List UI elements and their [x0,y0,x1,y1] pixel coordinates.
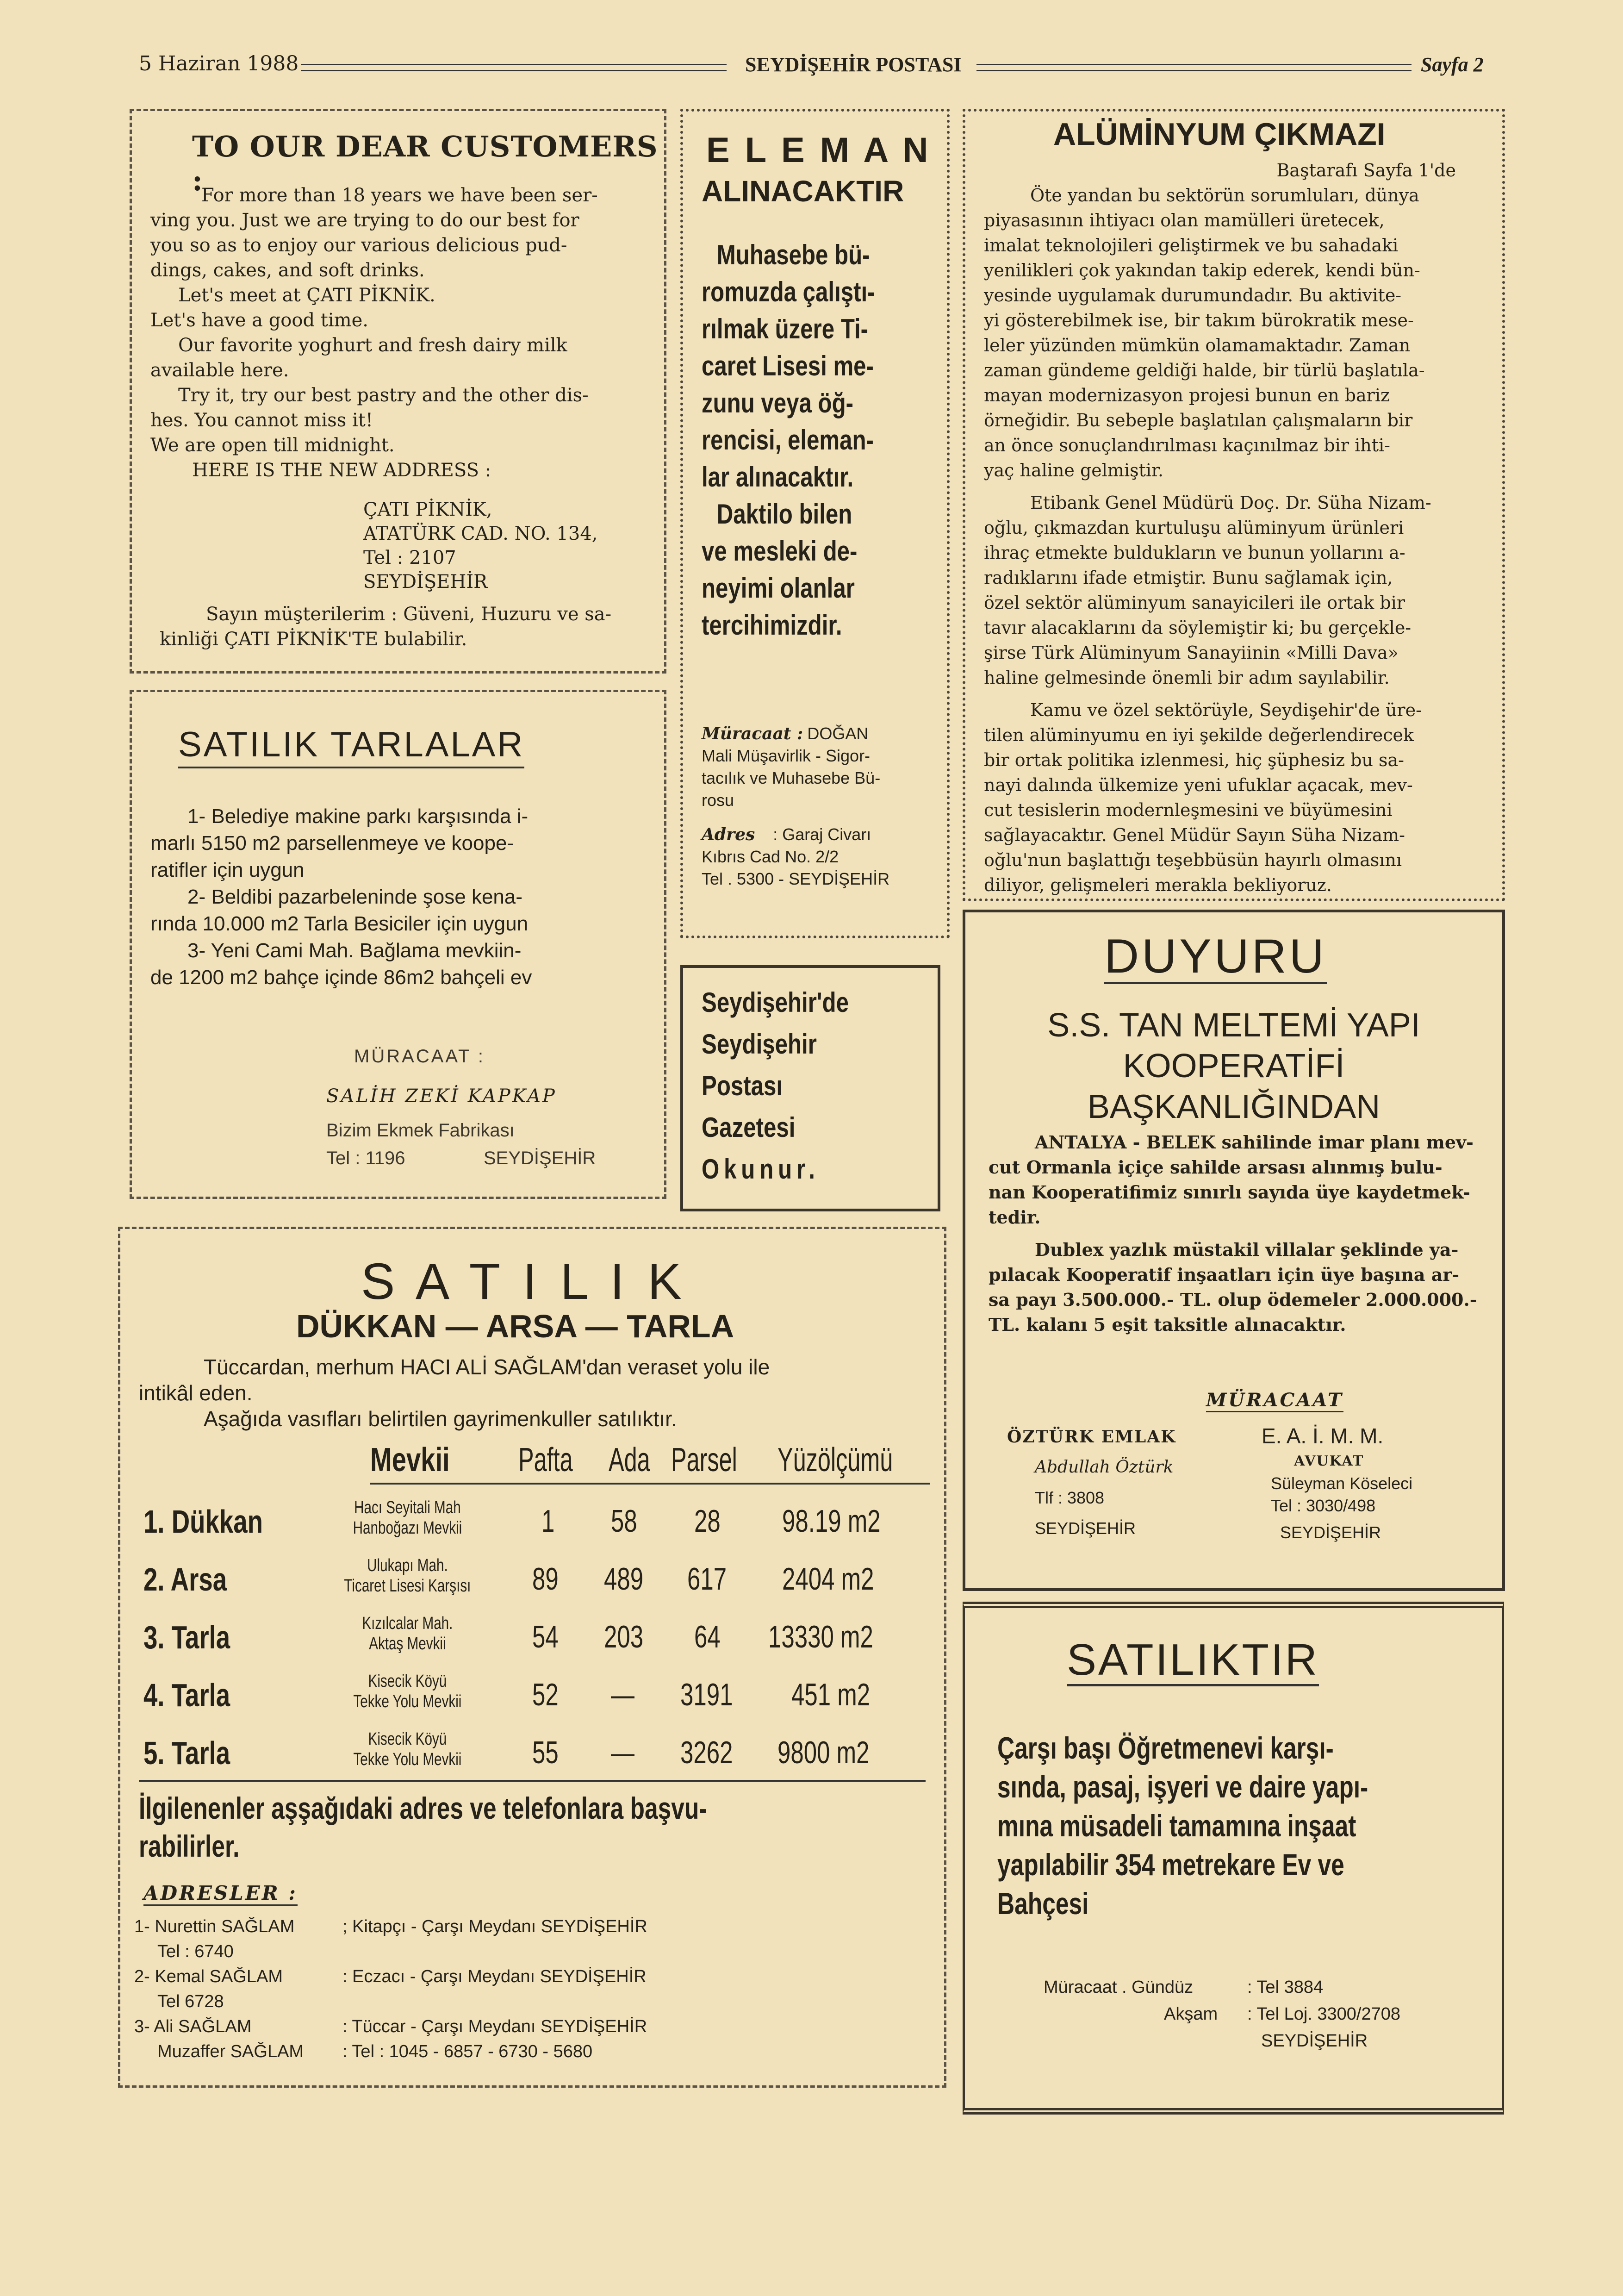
text-line: özel sektör alüminyum sanayicileri ile ortak bir [984,593,1405,613]
row-ada: 489 [604,1561,644,1597]
customers-address [363,498,598,594]
contact-value: : Tel 3884 [1247,1978,1324,1997]
header-underline [370,1483,930,1485]
text-line: Kamu ve özel sektörüyle, Seydişehir'de üre- [1030,700,1422,720]
list-line: 3- Yeni Cami Mah. Bağlama mevkiin- [187,939,522,962]
contact-row [1044,1974,1368,2001]
mevki-line: Kisecik Köyü [368,1729,447,1749]
text-line: yapılabilir 354 metrekare Ev ve [997,1847,1344,1882]
text-line: kinliği ÇATI PİKNİK'TE bulabilir. [160,629,467,650]
contact-row [1044,2001,1401,2028]
text-line: sa payı 3.500.000.- TL. olup ödemeler 2.000.000.- [989,1289,1477,1310]
mevki-line: Hacı Seyitali Mah [354,1498,461,1517]
text-line: Dublex yazlık müstakil villalar şeklinde ya- [1035,1239,1459,1260]
contact-line: Tel : 3030/498 [1271,1496,1376,1515]
text-line: ANTALYA - BELEK sahilinde imar planı mev- [1035,1132,1474,1153]
org-line: S.S. TAN MELTEMİ YAPI [1047,1007,1420,1044]
contact-row [134,2039,939,2064]
row-label: 1. Dükkan [143,1504,263,1540]
text-line: pılacak Kooperatif inşaatları için üye başına ar- [989,1264,1460,1285]
contact-a: 3- Ali SAĞLAM [134,2017,252,2036]
text-line: Bahçesi [997,1886,1089,1921]
text-line: Tüccardan, merhum HACI ALİ SAĞLAM'dan veraset yolu ile [204,1355,770,1379]
eleman-box [680,109,950,938]
adresler-label: ADRESLER : [143,1882,298,1906]
satilik-subtitle: DÜKKAN — ARSA — TARLA [296,1308,734,1344]
text-line: neyimi olanlar [702,573,855,604]
customers-turkish [160,602,611,652]
text-line: Let's have a good time. [150,310,368,331]
row-parsel: 3262 [680,1735,733,1770]
text-line: leler yüzünden mümkün olamamaktadır. Zaman [984,335,1411,356]
col-header-parsel: Parsel [671,1441,737,1479]
col-header-pafta: Pafta [518,1441,573,1479]
satiliktir-title: SATILIKTIR [1067,1636,1319,1686]
duyuru-org [965,1005,1502,1127]
mevki-line: Ticaret Lisesi Karşısı [344,1576,471,1596]
list-line: 2- Beldibi pazarbeleninde şose kena- [187,886,523,908]
text-line: tavır alacaklarını da söylemiştir ki; bu gerçekle- [984,618,1412,638]
contact-line: ÖZTÜRK EMLAK [1007,1427,1176,1447]
contact-b: ; Kitapçı - Çarşı Meydanı SEYDİŞEHİR [342,1917,647,1936]
contact-value: : Tel Loj. 3300/2708 [1247,2004,1401,2024]
text-line: Çarşı başı Öğretmenevi karşı- [997,1731,1334,1765]
text-line: Daktilo bilen [716,499,852,530]
row-yuzolcumu: 2404 m2 [782,1561,874,1597]
text-line: zunu veya öğ- [702,387,854,418]
header-rule-left [301,64,727,71]
text-line: piyasasının ihtiyacı olan mamülleri üretecek, [984,210,1385,231]
text-line: mına müsadeli tamamına inşaat [997,1809,1356,1843]
promo-line: Gazetesi [702,1112,796,1143]
page-number: Sayfa 2 [1421,53,1484,76]
duyuru-title: DUYURU [1104,930,1327,983]
row-mevki [342,1613,473,1654]
contact-label: Müracaat . Gündüz [1044,1978,1194,1997]
contact-row [134,1914,939,1939]
row-parsel: 64 [694,1619,721,1654]
row-mevki [342,1671,473,1712]
org-line: BAŞKANLIĞINDAN [1087,1088,1380,1125]
contact-row [134,1989,939,2014]
list-line: rında 10.000 m2 Tarla Besiciler için uygun [150,912,529,935]
text-line: Aşağıda vasıfları belirtilen gayrimenkuller satılıktır. [204,1407,677,1431]
text-line: lar alınacaktır. [702,462,854,493]
text-line: DOĞAN [807,724,869,743]
list-line: ratifler için uygun [150,859,305,881]
eleman-contact [702,723,889,890]
contact-line: Abdullah Öztürk [1035,1458,1174,1477]
row-pafta: 1 [541,1504,555,1539]
text-line: yenilikleri çok yakından takip ederek, kendi bün- [984,260,1420,281]
row-yuzolcumu: 98.19 m2 [782,1504,881,1539]
row-mevki [342,1497,473,1538]
list-line: de 1200 m2 bahçe içinde 86m2 bahçeli ev [150,966,532,989]
mevki-line: Hanboğazı Mevkii [353,1518,462,1538]
promo-line: Okunur. [702,1154,820,1185]
text-line: ihraç etmekte buldukların ve bunun yollarını a- [984,543,1405,563]
promo-line: Postası [702,1070,783,1101]
text-line: İlgilenenler aşşağıdaki adres ve telefonlara başvu- [139,1791,707,1825]
list-line: marlı 5150 m2 parsellenmeye ve koope- [150,832,514,855]
text-line: rosu [702,791,734,810]
table-row [120,1666,944,1722]
text-line: şirse Türk Alüminyum Sanayiinin «Milli Dava» [984,643,1399,663]
contact-row [134,2014,939,2039]
text-line: For more than 18 years we have been ser- [201,185,598,206]
row-yuzolcumu: 13330 m2 [768,1619,873,1654]
row-ada: — [611,1677,634,1712]
contact-row [134,1964,939,1989]
address-line: ÇATI PİKNİK, [363,499,492,520]
text-line [702,824,889,846]
address-line: Tel : 2107 [363,547,456,568]
eleman-body [702,237,875,644]
contact-a: 2- Kemal SAĞLAM [134,1967,283,1986]
row-ada: 203 [604,1619,644,1654]
text-line: yi gösterebilmek ise, bir takım bürokratik mese- [984,310,1414,331]
mevki-line: Tekke Yolu Mevkii [353,1750,462,1769]
text-line: Tel . 5300 - SEYDİŞEHİR [702,869,890,888]
text-line: Let's meet at ÇATI PİKNİK. [178,285,435,306]
mevki-line: Tekke Yolu Mevkii [353,1692,462,1711]
text-line: ve mesleki de- [702,536,858,567]
row-pafta: 55 [532,1735,559,1770]
satilik-box [118,1227,946,2088]
row-pafta: 52 [532,1677,559,1712]
table-row [120,1609,944,1664]
paper-name: SEYDİŞEHİR POSTASI [745,53,962,76]
duyuru-box [963,910,1505,1591]
tarlalar-box [130,690,666,1199]
aluminyum-title: ALÜMİNYUM ÇIKMAZI [1053,117,1386,152]
contact-line: SEYDİŞEHİR [1035,1519,1136,1538]
address-line: ATATÜRK CAD. NO. 134, [363,523,598,544]
text-line: Öte yandan bu sektörün sorumluları, dünya [1030,185,1419,206]
row-mevki [342,1729,473,1770]
text-line: romuzda çalıştı- [702,276,875,307]
text-line [702,723,889,745]
text-line: Etibank Genel Müdürü Doç. Dr. Süha Nizam- [1030,493,1431,513]
customers-text [150,183,650,483]
contact-b: : Tel : 1045 - 6857 - 6730 - 5680 [342,2042,593,2061]
adres-label: Adres [702,825,755,844]
mevki-line: Kisecik Köyü [368,1672,447,1691]
continued-note: Baştarafı Sayfa 1'de [1276,160,1456,181]
promo-text [702,982,849,1190]
tarlalar-title: SATILIK TARLALAR [178,724,524,768]
col-header-yuzolcumu: Yüzölçümü [777,1441,893,1479]
contact-line: Süleyman Köseleci [1271,1474,1413,1493]
text-line: ving you. Just we are trying to do our best for [150,210,579,231]
text-line: cut Ormanla içiçe sahilde arsası alınmış bulu- [989,1157,1443,1178]
row-label: 3. Tarla [143,1619,230,1655]
text-line: oğlu, çıkmazdan kurtuluşu alüminyum ürünleri [984,518,1404,538]
row-parsel: 28 [694,1504,721,1539]
tarlalar-place: Bizim Ekmek Fabrikası [326,1120,515,1141]
row-label: 4. Tarla [143,1677,230,1713]
tarlalar-city: SEYDİŞEHİR [484,1148,596,1168]
promo-line: Seydişehir [702,1029,817,1060]
tarlalar-list [150,803,650,991]
promo-box [680,965,940,1211]
text-line: yaç haline gelmiştir. [984,460,1164,480]
row-yuzolcumu: 451 m2 [791,1677,871,1712]
row-mevki [342,1555,473,1596]
row-parsel: 3191 [680,1677,733,1712]
text-line: dings, cakes, and soft drinks. [150,260,425,281]
text-line: intikâl eden. [139,1381,253,1405]
duyuru-text [989,1130,1488,1337]
tarlalar-tel: Tel : 1196 [326,1148,405,1168]
contact-b: : Tüccar - Çarşı Meydanı SEYDİŞEHİR [342,2017,647,2036]
table-row [120,1551,944,1606]
text-line: rabilirler. [139,1829,240,1863]
contact-line: Tlf : 3808 [1035,1488,1105,1507]
row-label: 2. Arsa [143,1561,227,1597]
header-rule-right [976,64,1412,71]
text-line: imalat teknolojileri geliştirmek ve bu sahadaki [984,235,1399,256]
text-line: We are open till midnight. [150,435,395,456]
text-line: diliyor, gelişmeleri merakla bekliyoruz. [984,875,1332,895]
customers-box [130,109,666,674]
text-line: haline gelmesinde önemli bir adım sayılabilir. [984,668,1390,688]
satilik-intro [139,1354,935,1432]
text-line: nayi dalında ülkemize yeni ufuklar açacak, mev- [984,775,1413,795]
contact-line: AVUKAT [1294,1453,1364,1469]
text-line: Sayın müşterilerim : Güveni, Huzuru ve sa- [206,604,612,625]
satilik-footer [139,1789,707,1865]
text-line: cut tesislerin modernleşmesini ve büyümesini [984,800,1393,820]
text-line: oğlu'nun başlattığı teşebbüsün hayırlı olmasını [984,850,1402,870]
muracaat-label: Müracaat : [702,724,803,743]
text-line: you so as to enjoy our various delicious pud- [150,235,567,256]
text-line: radıklarını ifade etmiştir. Bunu sağlamak için, [984,568,1393,588]
text-line: Kıbrıs Cad No. 2/2 [702,847,839,866]
text-line: hes. You cannot miss it! [150,410,373,431]
contact-city: SEYDİŞEHİR [1261,2031,1368,2051]
aluminyum-box [963,109,1505,901]
contact-a: Muzaffer SAĞLAM [157,2042,304,2061]
text-line: tilen alüminyumu en iyi şekilde değerlendirecek [984,725,1414,745]
text-line: Mali Müşavirlik - Sigor- [702,746,871,765]
masthead-date: 5 Haziran 1988 [139,52,299,75]
eleman-title: E L E M A N [706,131,931,170]
text-line: bir ortak politika izlenmesi, hiç şüphesiz bu sa- [984,750,1404,770]
table-bottom-rule [139,1780,926,1782]
text-line: : Garaj Civarı [773,825,871,844]
mevki-line: Kızılcalar Mah. [362,1614,453,1633]
row-label: 5. Tarla [143,1735,230,1771]
contact-a: Tel 6728 [157,1992,224,2011]
duyuru-muracaat: MÜRACAAT [1206,1389,1343,1412]
text-line: tedir. [989,1207,1041,1228]
mevki-line: Aktaş Mevkii [369,1634,446,1653]
text-line: rılmak üzere Ti- [702,313,869,344]
satiliktir-box [963,1602,1504,2115]
text-line: sında, pasaj, işyeri ve daire yapı- [997,1770,1368,1804]
satilik-title: S A T I L I K [361,1253,686,1310]
row-pafta: 54 [532,1619,559,1654]
mevki-line: Ulukapı Mah. [367,1556,448,1575]
text-line: HERE IS THE NEW ADDRESS : [192,460,491,481]
text-line: mayan modernizasyon projesi bunun en bariz [984,385,1390,406]
table-row [120,1724,944,1780]
promo-line: Seydişehir'de [702,987,849,1018]
text-line: available here. [150,360,289,381]
list-line: 1- Belediye makine parkı karşısında i- [187,805,529,828]
text-line: yesinde uygulamak durumundadır. Bu aktivite- [984,285,1402,306]
contact-row [134,1939,939,1964]
row-ada: 58 [611,1504,637,1539]
tarlalar-name: SALİH ZEKİ KAPKAP [326,1086,557,1107]
duyuru-left-contact [1007,1422,1176,1544]
tarlalar-muracaat: MÜRACAAT : [354,1046,485,1067]
contact-a: 1- Nurettin SAĞLAM [134,1917,295,1936]
satiliktir-body [997,1728,1368,1923]
table-row [120,1493,944,1548]
aluminyum-text [984,158,1484,898]
text-line: TL. kalanı 5 eşit taksitle alınacaktır. [989,1314,1346,1335]
text-line: zaman gündeme geldiği halde, bir türlü başlatıla- [984,360,1425,381]
text-line: Our favorite yoghurt and fresh dairy milk [178,335,567,356]
row-ada: — [611,1735,634,1770]
contact-b: : Eczacı - Çarşı Meydanı SEYDİŞEHİR [342,1967,647,1986]
text-line: caret Lisesi me- [702,350,874,381]
text-line: sağlayacaktır. Genel Müdür Sayın Süha Nizam- [984,825,1405,845]
col-header-mevkii: Mevkii [370,1441,450,1479]
text-line: Try it, try our best pastry and the other dis- [178,385,589,406]
satiliktir-contact [1044,1974,1401,2054]
text-line: nan Kooperatifimiz sınırlı sayıda üye kaydetmek- [989,1182,1470,1203]
text-line: rencisi, eleman- [702,424,874,455]
contact-line: E. A. İ. M. M. [1262,1424,1384,1448]
contacts-list [134,1914,939,2064]
text-line: an önce sonuçlandırılması kaçınılmaz bir ihti- [984,435,1390,455]
row-pafta: 89 [532,1561,559,1597]
text-line: Muhasebe bü- [716,239,870,270]
contact-a: Tel : 6740 [157,1942,234,1961]
contact-line: SEYDİŞEHİR [1280,1523,1381,1542]
text-line: tercihimizdir. [702,610,842,641]
row-parsel: 617 [687,1561,727,1597]
eleman-subtitle: ALINACAKTIR [702,175,904,208]
address-line: SEYDİŞEHİR [363,571,488,593]
org-line: KOOPERATİFİ [1123,1048,1345,1085]
row-yuzolcumu: 9800 m2 [777,1735,870,1770]
contact-label: Akşam [1164,2004,1218,2024]
duyuru-right-contact [1262,1422,1412,1544]
text-line: tacılık ve Muhasebe Bü- [702,768,881,787]
customers-title: TO OUR DEAR CUSTOMERS : [192,130,658,197]
text-line: örneğidir. Bu sebeple başlatılan çalışmaların bir [984,410,1413,430]
col-header-ada: Ada [609,1441,650,1479]
